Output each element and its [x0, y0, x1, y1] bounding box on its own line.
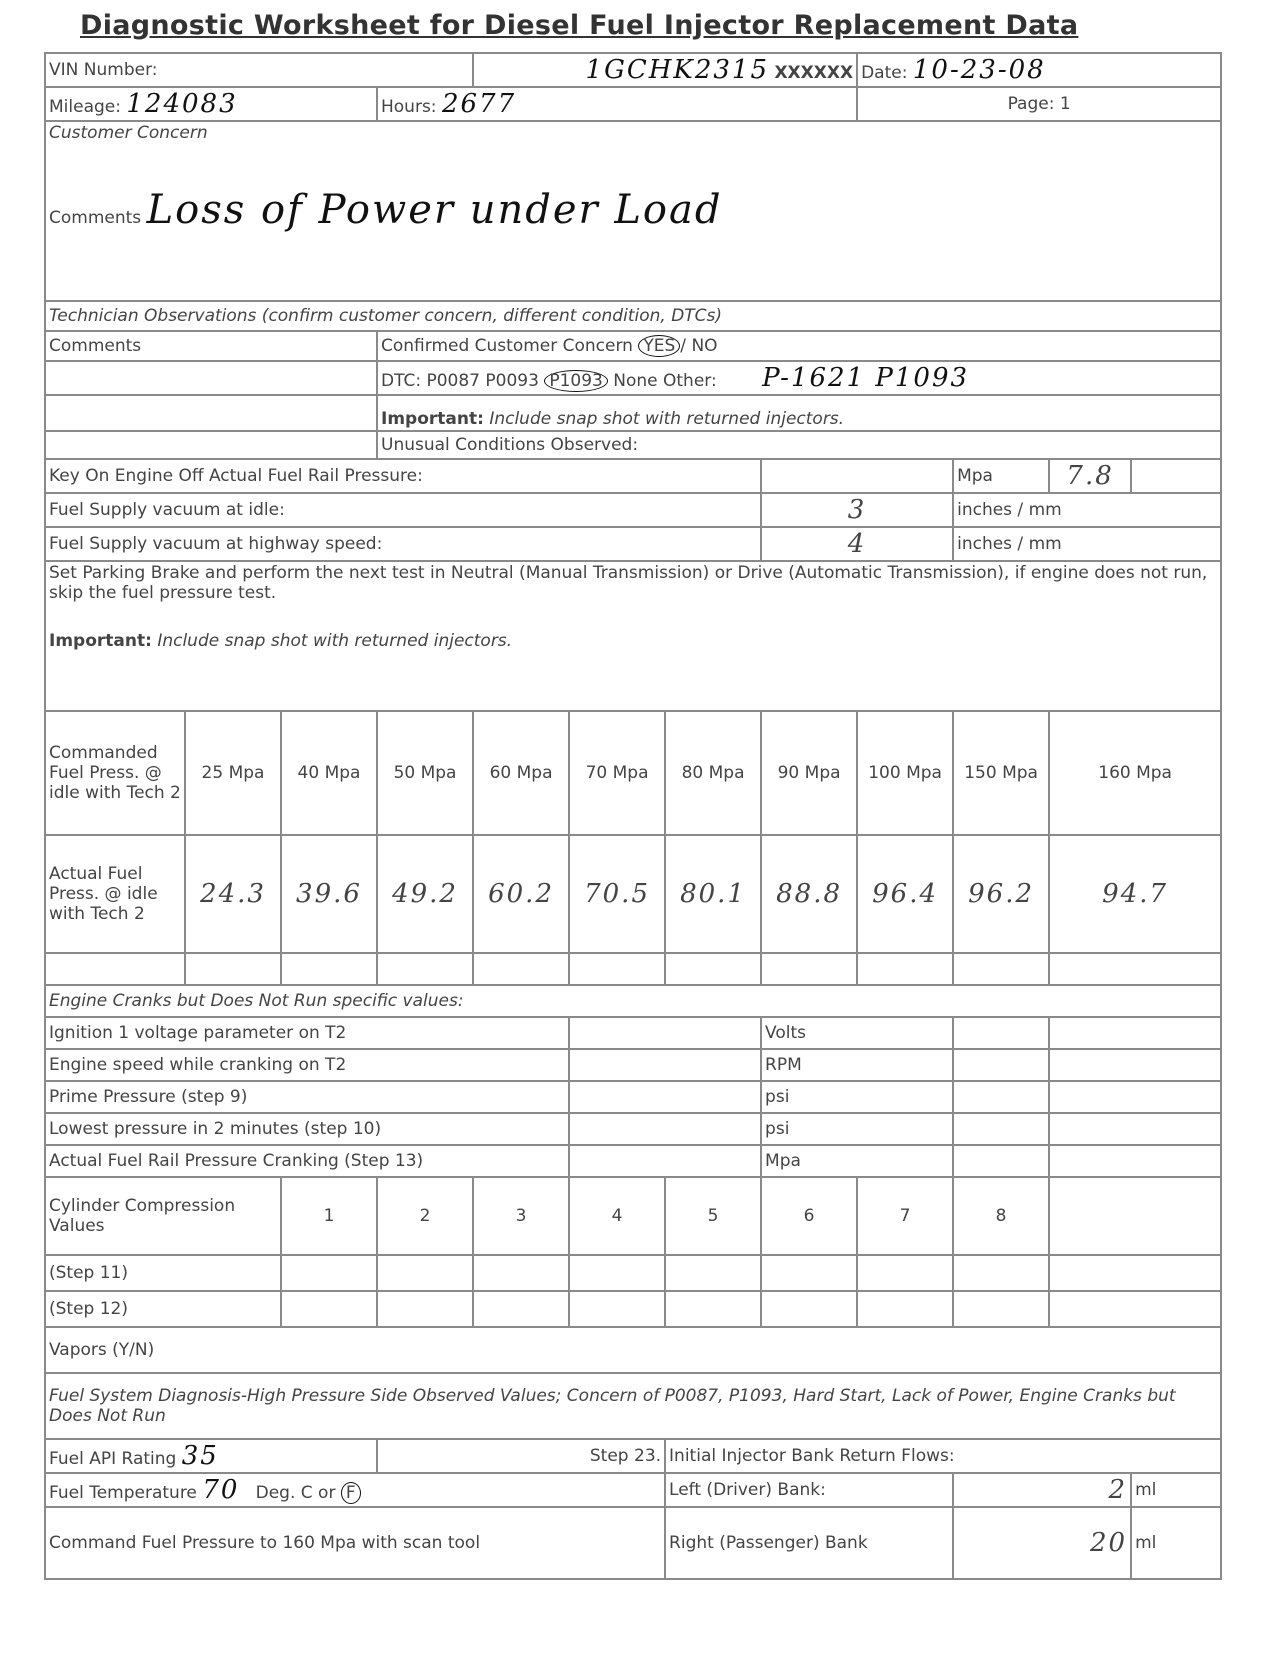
cranks-value[interactable] [569, 1145, 761, 1177]
mileage-row [45, 87, 1221, 121]
actual-pressure-cell[interactable]: 39.6 [281, 835, 377, 953]
blank-cell[interactable] [857, 953, 953, 985]
commanded-pressure-cell: 50 Mpa [377, 711, 473, 835]
worksheet-table: VIN Number: 1GCHK2315 XXXXXX Date: 10-23-08 Mileage: 124083 Hours: 2677 Page: 1 Customer Concern Comments Loss of Power under Load Technician Observations (confirm customer concern, different condition, DTCs) Comments Confirmed Customer Concern YES / NO DTC: P0087 P0093 P1093 None Other: P-1621 P1093 Important: Include snap shot with returned injectors. Unusual Conditions Observed: Key On Engine Off Actual Fuel Rail Pressure: Mpa 7.8 Fuel Supply vacuum at idle: 3 inches / mm Fuel Supply vacuum at highway speed: 4 inches / mm Set Parking Brake and perform the next test in Neutral (Manual Transmission) or Drive (Automatic Transmission), if engine does not run, skip the fuel pressure test. Important: Include snap shot with returned injectors. Commanded Fuel Press. @ idle with Tech 2 25 Mpa 40 Mpa 50 Mpa 60 Mpa 70 Mpa 80 Mpa 90 Mpa 100 Mpa 150 Mpa 160 Mpa Actual Fuel Press. @ idle with Tech 2 24.3 39.6 49.2 60.2 70.5 80.1 88.8 96.4 96.2 94.7 Engine Cranks but Does Not Run specific values: Ignition 1 voltage parameter on T2 Volts Engine speed while cranking on T2 RPM Prime Pressure (step 9) psi Lowest pressure in 2 minutes (step 10) psi Actual Fuel Rail Pressure Cranking (Step 13) Mpa Cylinder Compression Values 1 2 3 4 5 6 7 8 (Step 11) (Step 12) Vapors (Y/N) Fuel System Diagnosis-High Pressure Side Observed Values; Concern of P0087, P1093, Hard Start, Lack of Power, Engine Cranks but Does Not Run Fuel API Rating 35 Step 23. Initial Injector Bank Return Flows: Fuel Temperature 70 Deg. C or F Left (Driver) Bank: 2 ml Command Fuel Pressure to 160 Mpa with scan tool Right (Passenger) Bank 20 ml [44, 52, 1222, 1580]
cylinder-number: 3 [473, 1177, 569, 1255]
blank-cell[interactable] [1049, 953, 1221, 985]
actual-row: Actual Fuel Press. @ idle with Tech 2 24.3 39.6 49.2 60.2 70.5 80.1 88.8 96.4 96.2 94.7 [45, 835, 1221, 953]
compression-value[interactable] [953, 1255, 1049, 1291]
actual-pressure-cell[interactable]: 88.8 [761, 835, 857, 953]
right-bank-value[interactable]: 20 [953, 1507, 1131, 1579]
blank-cell [45, 953, 185, 985]
actual-pressure-cell[interactable]: 60.2 [473, 835, 569, 953]
actual-pressure-cell[interactable]: 94.7 [1049, 835, 1221, 953]
blank-cell[interactable] [473, 953, 569, 985]
measurement-row: Fuel Supply vacuum at highway speed: 4 inches / mm [45, 527, 1221, 561]
actual-pressure-cell[interactable]: 96.2 [953, 835, 1049, 953]
technician-heading: Technician Observations (confirm customer concern, different condition, DTCs) [45, 301, 1221, 331]
vacuum-idle-value[interactable]: 3 [761, 493, 953, 527]
vapors-field[interactable]: Vapors (Y/N) [45, 1327, 1221, 1373]
no-option[interactable]: NO [691, 336, 718, 356]
mileage-field[interactable]: Mileage: 124083 [45, 87, 377, 121]
tech-comments-label: Comments [45, 331, 377, 361]
compression-value[interactable] [761, 1291, 857, 1327]
actual-pressure-cell[interactable]: 24.3 [185, 835, 281, 953]
cranks-value[interactable] [569, 1113, 761, 1145]
blank-cell[interactable] [569, 953, 665, 985]
cranks-extra[interactable] [1049, 1113, 1221, 1145]
cranks-extra[interactable] [953, 1049, 1049, 1081]
commanded-pressure-cell: 100 Mpa [857, 711, 953, 835]
compression-value[interactable] [377, 1255, 473, 1291]
cranks-extra[interactable] [953, 1081, 1049, 1113]
cranks-unit: Volts [761, 1017, 953, 1049]
measurement-row: Key On Engine Off Actual Fuel Rail Pressure: Mpa 7.8 [45, 459, 1221, 493]
cranks-extra[interactable] [953, 1017, 1049, 1049]
yes-option[interactable]: YES [638, 335, 680, 357]
vin-field[interactable]: 1GCHK2315 XXXXXX [473, 53, 857, 87]
cranks-extra[interactable] [1049, 1049, 1221, 1081]
compression-value[interactable] [857, 1291, 953, 1327]
important-note: Important: Include snap shot with returned injectors. [377, 395, 1221, 431]
vin-row [45, 53, 1221, 87]
cranks-unit: psi [761, 1113, 953, 1145]
koeo-extra-value[interactable]: 7.8 [1049, 459, 1131, 493]
fuel-temp-field[interactable]: Fuel Temperature 70 Deg. C or F [45, 1473, 665, 1507]
cylinder-number: 7 [857, 1177, 953, 1255]
cylinder-number: 6 [761, 1177, 857, 1255]
cranks-heading: Engine Cranks but Does Not Run specific values: [45, 985, 1221, 1017]
cranks-extra[interactable] [1049, 1017, 1221, 1049]
date-field[interactable]: Date: 10-23-08 [857, 53, 1221, 87]
compression-value[interactable] [761, 1255, 857, 1291]
cranks-extra[interactable] [953, 1145, 1049, 1177]
hours-field[interactable]: Hours: 2677 [377, 87, 857, 121]
cranks-value[interactable] [569, 1081, 761, 1113]
instructions: Set Parking Brake and perform the next test in Neutral (Manual Transmission) or Drive (Automatic Transmission), if engine does not run, skip the fuel pressure test. Important: Include snap shot with returned injectors. [45, 561, 1221, 711]
blank-cell[interactable] [281, 953, 377, 985]
api-field[interactable]: Fuel API Rating 35 [45, 1439, 377, 1473]
blank-cell[interactable] [761, 953, 857, 985]
commanded-pressure-cell: 40 Mpa [281, 711, 377, 835]
page-title: Diagnostic Worksheet for Diesel Fuel Injector Replacement Data [80, 10, 1079, 41]
cranks-label: Prime Pressure (step 9) [45, 1081, 569, 1113]
confirmed-concern-field[interactable]: Confirmed Customer Concern YES / NO [377, 331, 1221, 361]
compression-value[interactable] [1049, 1255, 1221, 1291]
cranks-row [45, 1049, 1221, 1081]
cranks-row [45, 1017, 1221, 1049]
compression-label: Cylinder Compression Values [45, 1177, 281, 1255]
cranks-label: Ignition 1 voltage parameter on T2 [45, 1017, 569, 1049]
high-pressure-heading: Fuel System Diagnosis-High Pressure Side Observed Values; Concern of P0087, P1093, Hard Start, Lack of Power, Engine Cranks but Does Not Run [45, 1373, 1221, 1439]
cylinder-number: 1 [281, 1177, 377, 1255]
cranks-row [45, 1145, 1221, 1177]
commanded-pressure-cell: 70 Mpa [569, 711, 665, 835]
cranks-value[interactable] [569, 1017, 761, 1049]
blank-cell[interactable] [953, 953, 1049, 985]
compression-value[interactable] [473, 1255, 569, 1291]
commanded-pressure-cell: 25 Mpa [185, 711, 281, 835]
koeo-value[interactable] [761, 459, 953, 493]
actual-pressure-cell[interactable]: 70.5 [569, 835, 665, 953]
cranks-unit: psi [761, 1081, 953, 1113]
cranks-row [45, 1081, 1221, 1113]
cranks-unit: Mpa [761, 1145, 953, 1177]
cranks-extra[interactable] [953, 1113, 1049, 1145]
blank-cell[interactable] [665, 953, 761, 985]
compression-value[interactable] [473, 1291, 569, 1327]
unusual-conditions-field[interactable]: Unusual Conditions Observed: [377, 431, 1221, 459]
cylinder-number: 2 [377, 1177, 473, 1255]
commanded-row: Commanded Fuel Press. @ idle with Tech 2 25 Mpa 40 Mpa 50 Mpa 60 Mpa 70 Mpa 80 Mpa 90 Mpa 100 Mpa 150 Mpa 160 Mpa [45, 711, 1221, 835]
measurement-row: Fuel Supply vacuum at idle: 3 inches / mm [45, 493, 1221, 527]
customer-concern-row [45, 121, 1221, 301]
compression-value[interactable] [281, 1291, 377, 1327]
vin-label: VIN Number: [45, 53, 473, 87]
actual-pressure-cell[interactable]: 49.2 [377, 835, 473, 953]
vacuum-highway-value[interactable]: 4 [761, 527, 953, 561]
actual-pressure-cell[interactable]: 80.1 [665, 835, 761, 953]
cranks-row [45, 1113, 1221, 1145]
command-pressure-label: Command Fuel Pressure to 160 Mpa with scan tool [45, 1507, 665, 1579]
compression-value[interactable] [377, 1291, 473, 1327]
commanded-pressure-cell: 80 Mpa [665, 711, 761, 835]
cranks-value[interactable] [569, 1049, 761, 1081]
blank-cell[interactable] [185, 953, 281, 985]
commanded-pressure-cell: 150 Mpa [953, 711, 1049, 835]
page-number: Page: 1 [857, 87, 1221, 121]
commanded-pressure-cell: 90 Mpa [761, 711, 857, 835]
compression-value[interactable] [1049, 1291, 1221, 1327]
compression-value[interactable] [857, 1255, 953, 1291]
compression-value[interactable] [665, 1255, 761, 1291]
compression-value[interactable] [953, 1291, 1049, 1327]
left-bank-value[interactable]: 2 [953, 1473, 1131, 1507]
compression-value[interactable] [665, 1291, 761, 1327]
cranks-unit: RPM [761, 1049, 953, 1081]
cylinder-number: 4 [569, 1177, 665, 1255]
customer-comments-field[interactable]: Comments Loss of Power under Load [49, 187, 723, 233]
cranks-label: Engine speed while cranking on T2 [45, 1049, 569, 1081]
cylinder-number: 5 [665, 1177, 761, 1255]
cylinder-number [1049, 1177, 1221, 1255]
actual-pressure-cell[interactable]: 96.4 [857, 835, 953, 953]
compression-value[interactable] [569, 1255, 665, 1291]
commanded-pressure-cell: 160 Mpa [1049, 711, 1221, 835]
compression-value[interactable] [281, 1255, 377, 1291]
cranks-label: Actual Fuel Rail Pressure Cranking (Step 13) [45, 1145, 569, 1177]
cranks-extra[interactable] [1049, 1081, 1221, 1113]
compression-value[interactable] [569, 1291, 665, 1327]
dtc-field[interactable]: DTC: P0087 P0093 P1093 None Other: P-1621 P1093 [377, 361, 1221, 395]
cylinder-number: 8 [953, 1177, 1049, 1255]
cranks-extra[interactable] [1049, 1145, 1221, 1177]
commanded-pressure-cell: 60 Mpa [473, 711, 569, 835]
blank-cell[interactable] [377, 953, 473, 985]
customer-concern-heading: Customer Concern [49, 123, 208, 143]
cranks-label: Lowest pressure in 2 minutes (step 10) [45, 1113, 569, 1145]
